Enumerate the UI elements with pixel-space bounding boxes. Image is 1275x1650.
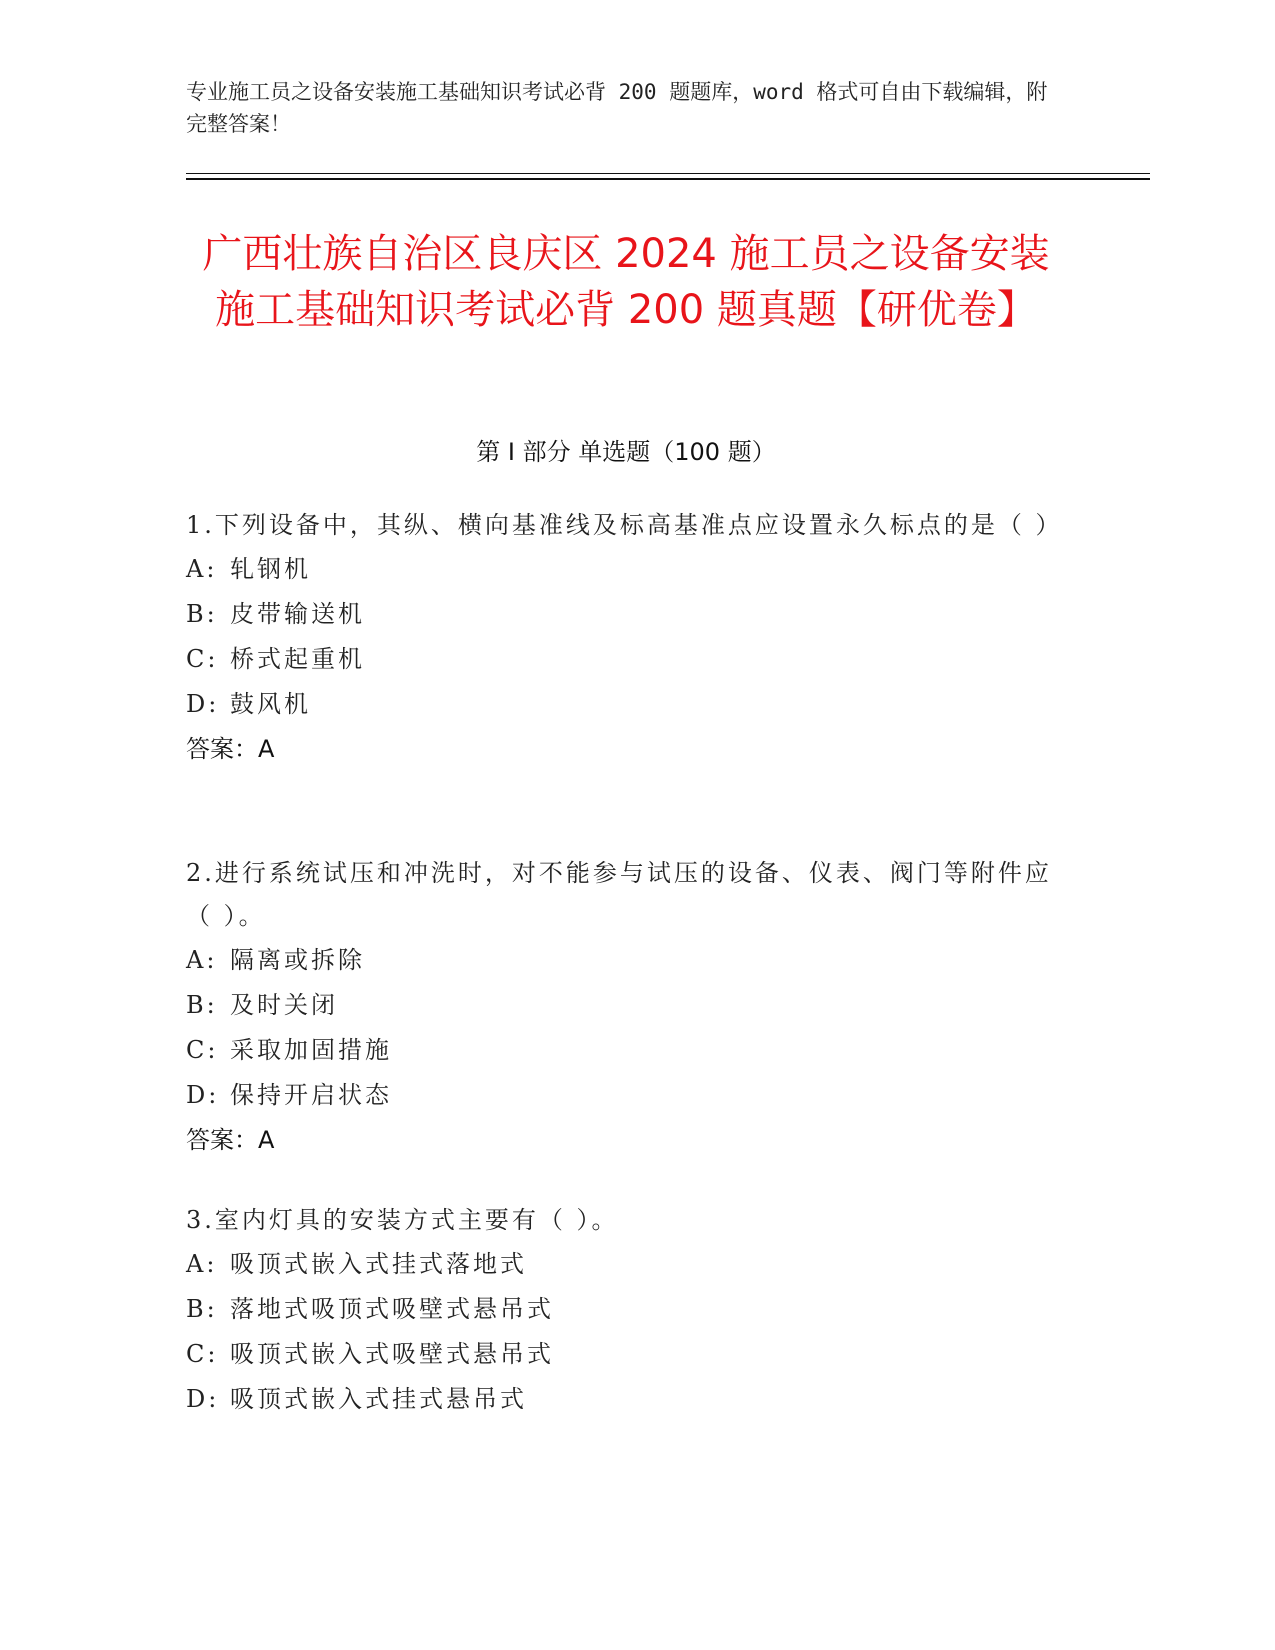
option-letter: B: [186, 991, 218, 1019]
option-letter: B: [186, 1295, 218, 1323]
option-a [186, 1242, 1066, 1287]
question-1 [186, 504, 1066, 772]
section-heading: 第 I 部分 单选题（100 题） [476, 438, 776, 466]
option-letter: A: [186, 946, 218, 974]
option-letter: C: [186, 1036, 219, 1064]
answer-line [186, 1118, 1066, 1163]
option-a [186, 547, 1066, 592]
option-letter: D: [186, 690, 220, 718]
header-divider-thin [186, 173, 1150, 174]
option-text: 桥式起重机 [230, 645, 365, 673]
option-letter: C: [186, 645, 219, 673]
option-text: 轧钢机 [230, 555, 311, 583]
question-stem: 1.下列设备中，其纵、横向基准线及标高基准点应设置永久标点的是（ ） [186, 511, 1063, 539]
header-divider-thick [186, 178, 1150, 180]
option-text: 吸顶式嵌入式挂式悬吊式 [230, 1385, 527, 1413]
option-b [186, 983, 1066, 1028]
option-letter: A: [186, 555, 218, 583]
option-d [186, 682, 1066, 727]
answer-value: A [258, 1126, 275, 1154]
question-stem: 3.室内灯具的安装方式主要有（ ）。 [186, 1206, 619, 1234]
answer-line [186, 727, 1066, 772]
question-3 [186, 1199, 1066, 1422]
answer-label: 答案： [186, 1126, 258, 1154]
option-letter: A: [186, 1250, 218, 1278]
option-text: 吸顶式嵌入式挂式落地式 [230, 1250, 527, 1278]
option-text: 鼓风机 [230, 690, 311, 718]
option-c [186, 637, 1066, 682]
option-text: 及时关闭 [230, 991, 338, 1019]
document-title: 广西壮族自治区良庆区 2024 施工员之设备安装施工基础知识考试必背 200 题真题【研优卷】 [202, 231, 1050, 333]
option-text: 保持开启状态 [230, 1081, 392, 1109]
option-b [186, 592, 1066, 637]
header-note: 专业施工员之设备安装施工基础知识考试必背 200 题题库，word 格式可自由下载编辑，附完整答案！ [186, 80, 1048, 136]
option-b [186, 1287, 1066, 1332]
option-letter: B: [186, 600, 218, 628]
option-letter: D: [186, 1081, 220, 1109]
option-c [186, 1028, 1066, 1073]
option-a [186, 938, 1066, 983]
option-c [186, 1332, 1066, 1377]
option-text: 落地式吸顶式吸壁式悬吊式 [230, 1295, 554, 1323]
option-letter: D: [186, 1385, 220, 1413]
option-d [186, 1073, 1066, 1118]
option-text: 皮带输送机 [230, 600, 365, 628]
question-2 [186, 852, 1066, 1163]
option-text: 采取加固措施 [230, 1036, 392, 1064]
option-text: 隔离或拆除 [230, 946, 365, 974]
question-stem: 2.进行系统试压和冲洗时，对不能参与试压的设备、仪表、阀门等附件应（ ）。 [186, 859, 1052, 930]
option-text: 吸顶式嵌入式吸壁式悬吊式 [230, 1340, 554, 1368]
option-letter: C: [186, 1340, 219, 1368]
option-d [186, 1377, 1066, 1422]
answer-value: A [258, 735, 275, 763]
answer-label: 答案： [186, 735, 258, 763]
